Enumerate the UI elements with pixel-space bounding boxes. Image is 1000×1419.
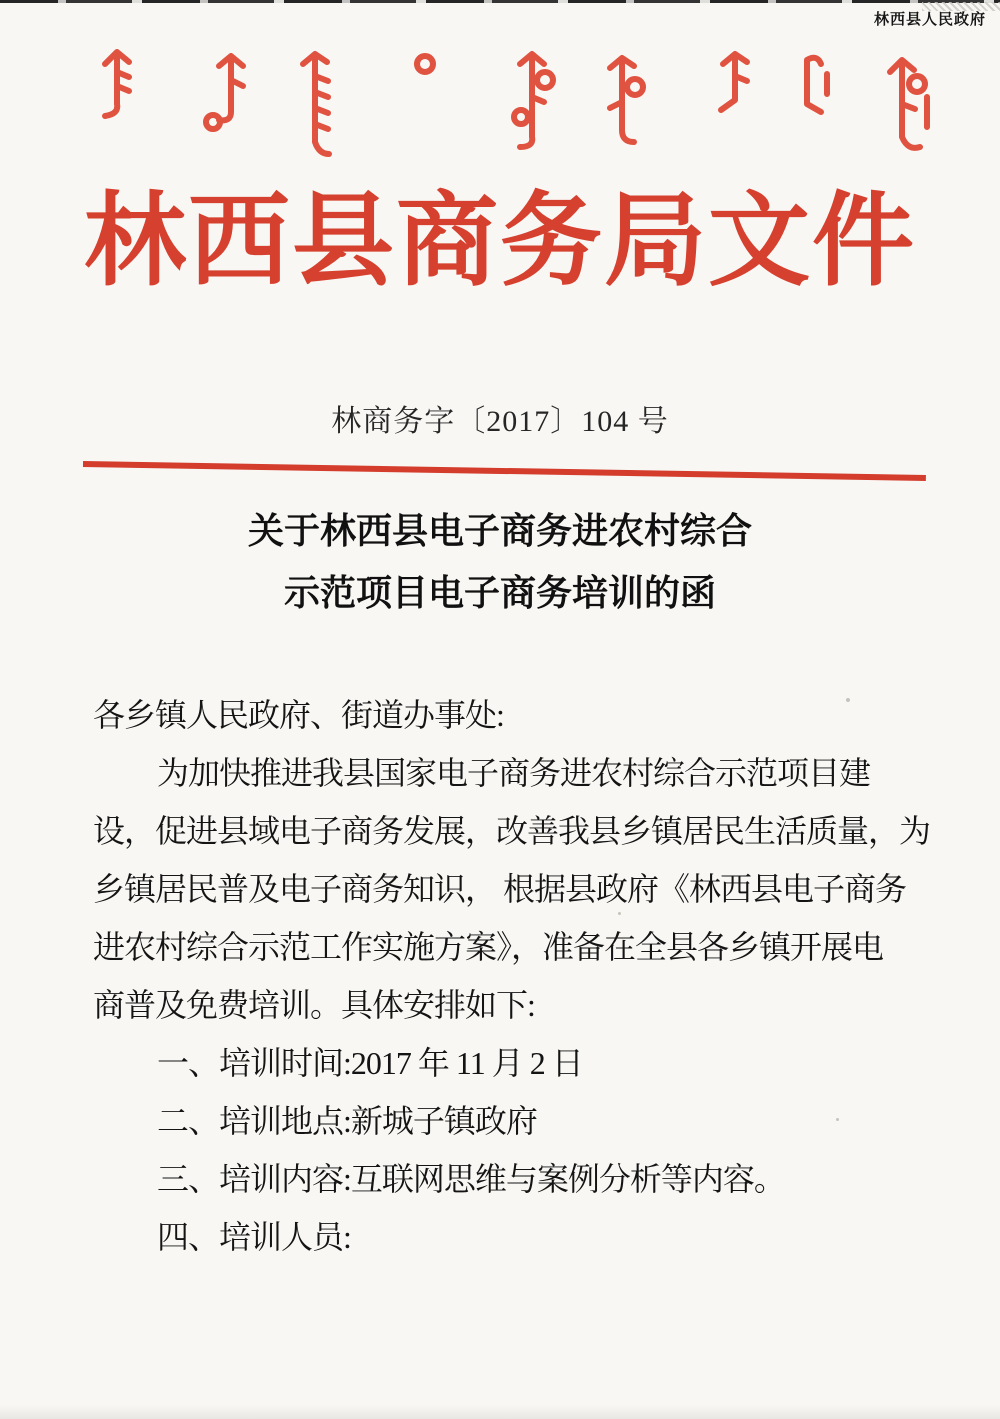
- list-item-training-time: 一、培训时间:2017 年 11 月 2 日: [157, 1045, 583, 1081]
- mongolian-script-banner: [85, 42, 945, 170]
- list-item-training-place: 二、培训地点:新城子镇政府: [157, 1103, 537, 1139]
- document-subject-title: [0, 500, 1000, 624]
- list-item-training-content: 三、培训内容:互联网思维与案例分析等内容。: [157, 1161, 785, 1197]
- salutation: 各乡镇人民政府、街道办事处:: [93, 697, 504, 733]
- body-line: 设，促进县域电子商务发展，改善我县乡镇居民生活质量，为: [93, 813, 931, 849]
- document-number: 林商务字〔2017〕104 号: [331, 405, 669, 438]
- mongolian-word: [514, 54, 553, 147]
- mongolian-word: [206, 56, 243, 129]
- body-line: 乡镇居民普及电子商务知识， 根据县政府《林西县电子商务: [93, 871, 907, 907]
- agency-header-title: 林西县商务局文件: [84, 186, 916, 299]
- red-separator-line: [83, 461, 926, 481]
- subject-line-1: 关于林西县电子商务进农村综合: [247, 510, 752, 551]
- mongolian-word: [721, 54, 747, 110]
- body-line: 为加快推进我县国家电子商务进农村综合示范项目建: [157, 755, 871, 791]
- body-line: 商普及免费培训。具体安排如下:: [93, 987, 535, 1023]
- mongolian-word: [610, 58, 643, 142]
- mongolian-word: [105, 52, 129, 116]
- body-line: 进农村综合示范工作实施方案》，准备在全县各乡镇开展电: [93, 929, 884, 965]
- mongolian-word: [807, 58, 827, 112]
- list-item-training-personnel: 四、培训人员:: [157, 1219, 351, 1255]
- page-bottom-shadow: [0, 1405, 1000, 1419]
- scan-edge-artifact: [0, 0, 1000, 3]
- mongolian-word: [890, 60, 927, 148]
- source-watermark-label: 林西县人民政府: [873, 11, 986, 28]
- document-body: [93, 686, 933, 1266]
- mongolian-word: [303, 54, 329, 154]
- subject-line-2: 示范项目电子商务培训的函: [283, 572, 716, 613]
- mongolian-word: [417, 56, 433, 72]
